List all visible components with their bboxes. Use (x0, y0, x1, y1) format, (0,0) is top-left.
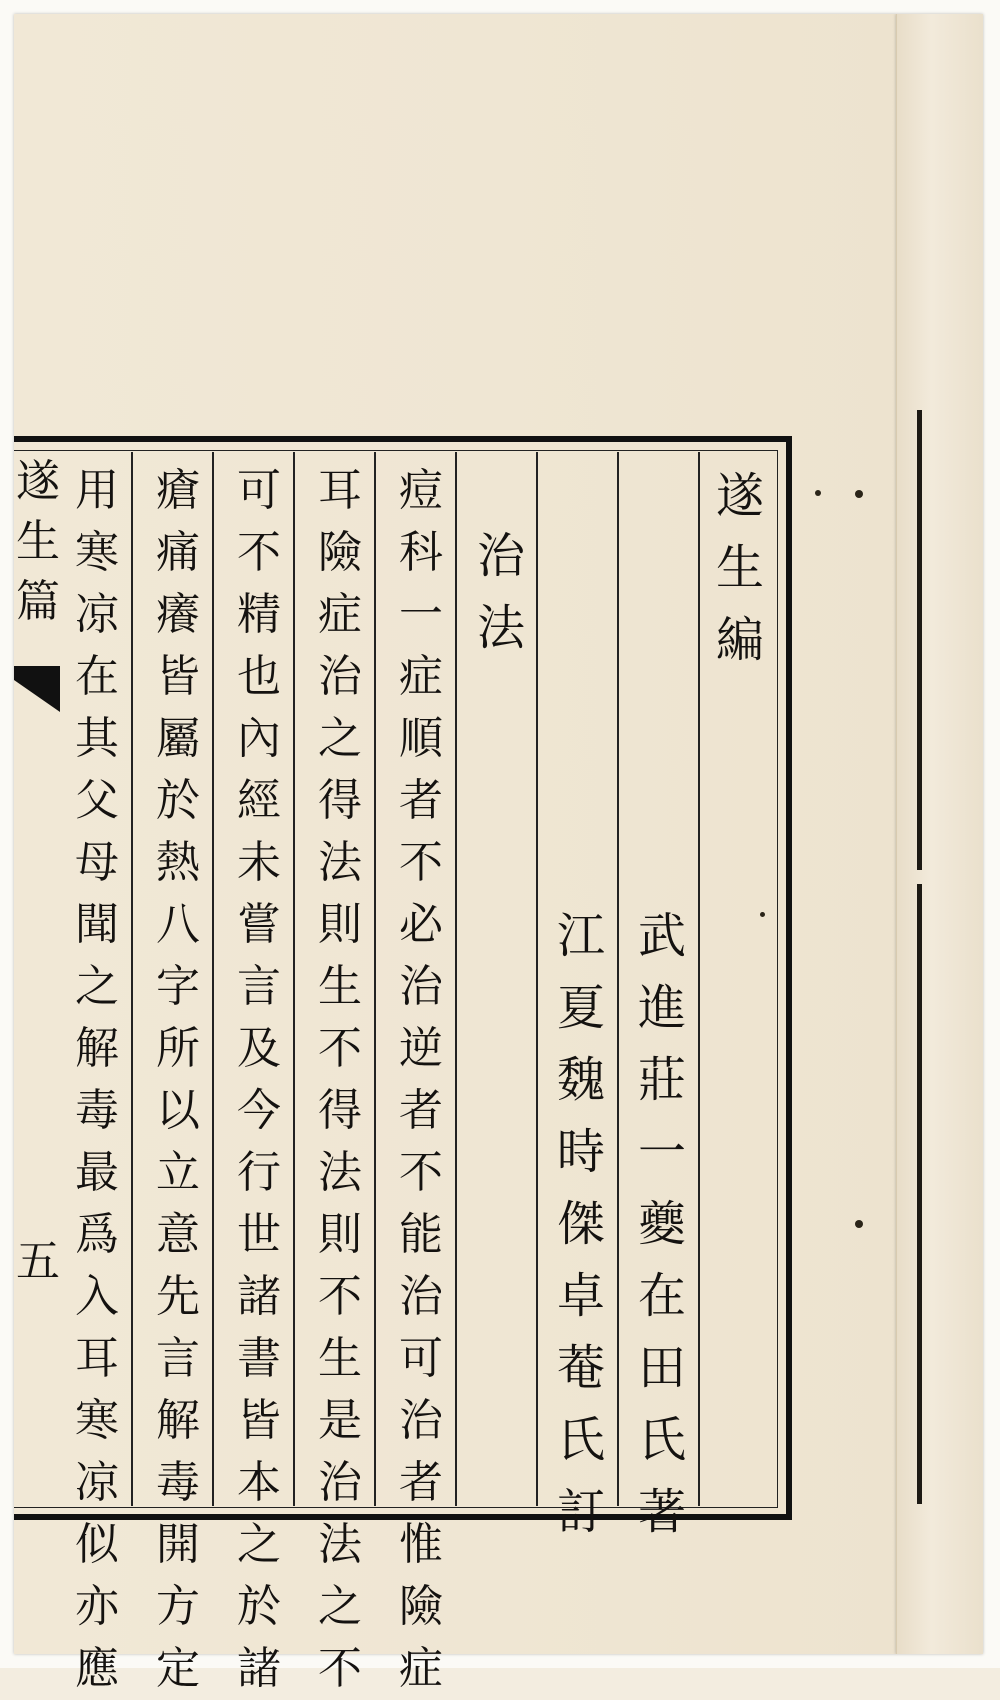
glyph: 科 (399, 527, 443, 578)
glyph: 言 (156, 1333, 200, 1384)
glyph: 卓 (556, 1268, 605, 1324)
glyph: 治 (399, 961, 443, 1012)
glyph: 也 (237, 651, 281, 702)
margin-book-title: 遂 生 篇 (16, 456, 60, 627)
glyph: 惟 (399, 1519, 443, 1570)
glyph: 險 (318, 527, 362, 578)
glyph: 寒 (75, 527, 119, 578)
glyph: 毒 (156, 1457, 200, 1508)
glyph: 治 (399, 1271, 443, 1322)
glyph: 之 (75, 961, 119, 1012)
glyph: 則 (318, 899, 362, 950)
glyph: 母 (75, 837, 119, 888)
glyph: 症 (318, 589, 362, 640)
glyph: 氏 (637, 1412, 686, 1468)
glyph: 書 (237, 1333, 281, 1384)
glyph: 者 (399, 1457, 443, 1508)
glyph: 癢 (156, 589, 200, 640)
glyph: 皆 (156, 651, 200, 702)
glyph: 得 (318, 1085, 362, 1136)
glyph: 熱 (156, 837, 200, 888)
glyph: 法 (318, 1147, 362, 1198)
glyph: 症 (399, 1643, 443, 1694)
glyph: 夏 (556, 980, 605, 1036)
glyph: 得 (318, 775, 362, 826)
glyph: 皆 (237, 1395, 281, 1446)
column-rule (374, 452, 376, 1506)
author-line (628, 900, 696, 1548)
glyph: 以 (156, 1085, 200, 1136)
glyph: 用 (75, 465, 119, 516)
glyph: 順 (399, 713, 443, 764)
glyph: 治 (318, 651, 362, 702)
body-column (306, 460, 374, 1700)
glyph: 今 (237, 1085, 281, 1136)
glyph: 法 (476, 600, 525, 656)
glyph: 可 (399, 1333, 443, 1384)
body-column (144, 460, 212, 1700)
glyph: 訂 (556, 1484, 605, 1540)
glyph: 在 (637, 1268, 686, 1324)
folio-number: 五 (16, 1236, 60, 1287)
glyph: 耳 (318, 465, 362, 516)
glyph: 者 (399, 775, 443, 826)
glyph: 定 (156, 1643, 200, 1694)
glyph: 必 (399, 899, 443, 950)
glyph: 經 (237, 775, 281, 826)
glyph: 痘 (399, 465, 443, 516)
glyph: 開 (156, 1519, 200, 1570)
glyph: 未 (237, 837, 281, 888)
glyph: 氏 (556, 1412, 605, 1468)
glyph: 不 (318, 1643, 362, 1694)
glyph: 解 (75, 1023, 119, 1074)
glyph: 及 (237, 1023, 281, 1074)
title-column (706, 460, 774, 676)
glyph: 一 (399, 589, 443, 640)
glyph: 其 (75, 713, 119, 764)
glyph: 爲 (75, 1209, 119, 1260)
glyph: 言 (237, 961, 281, 1012)
body-column (63, 460, 131, 1700)
glyph: 痛 (156, 527, 200, 578)
glyph: 凉 (75, 1457, 119, 1508)
glyph: 解 (156, 1395, 200, 1446)
glyph: 凉 (75, 589, 119, 640)
glyph: 莊 (637, 1052, 686, 1108)
column-rule (617, 452, 619, 1506)
glyph: 應 (75, 1643, 119, 1694)
glyph: 亦 (75, 1581, 119, 1632)
glyph: 不 (399, 1147, 443, 1198)
glyph: 諸 (237, 1643, 281, 1694)
glyph: 入 (75, 1271, 119, 1322)
binding-hole (855, 490, 863, 498)
glyph: 時 (556, 1124, 605, 1180)
glyph: 耳 (75, 1333, 119, 1384)
book-spine-fold (896, 14, 983, 1654)
glyph: 法 (318, 1519, 362, 1570)
glyph: 編 (715, 612, 764, 668)
glyph: 屬 (156, 713, 200, 764)
glyph: 治 (476, 528, 525, 584)
section-heading (467, 520, 535, 664)
glyph: 治 (318, 1457, 362, 1508)
glyph: 諸 (237, 1271, 281, 1322)
glyph: 遂 (715, 468, 764, 524)
glyph: 著 (637, 1484, 686, 1540)
glyph: 嘗 (237, 899, 281, 950)
glyph: 立 (156, 1147, 200, 1198)
glyph: 生 (318, 961, 362, 1012)
glyph: 者 (399, 1085, 443, 1136)
glyph: 之 (318, 713, 362, 764)
binding-hole (855, 1220, 863, 1228)
glyph: 聞 (75, 899, 119, 950)
glyph: 江 (556, 908, 605, 964)
glyph: 精 (237, 589, 281, 640)
glyph: 意 (156, 1209, 200, 1260)
spine-edge-mark (917, 884, 922, 1504)
glyph: 之 (318, 1581, 362, 1632)
glyph: 最 (75, 1147, 119, 1198)
column-rule (536, 452, 538, 1506)
glyph: 傑 (556, 1196, 605, 1252)
glyph: 不 (237, 527, 281, 578)
glyph: 世 (237, 1209, 281, 1260)
column-rule (212, 452, 214, 1506)
glyph: 險 (399, 1581, 443, 1632)
glyph: 可 (237, 465, 281, 516)
glyph: 父 (75, 775, 119, 826)
glyph: 似 (75, 1519, 119, 1570)
glyph: 逆 (399, 1023, 443, 1074)
glyph: 毒 (75, 1085, 119, 1136)
glyph: 進 (637, 980, 686, 1036)
spine-edge-mark (917, 410, 922, 870)
glyph: 八 (156, 899, 200, 950)
glyph: 法 (318, 837, 362, 888)
glyph: 本 (237, 1457, 281, 1508)
glyph: 症 (399, 651, 443, 702)
glyph: 在 (75, 651, 119, 702)
glyph: 於 (156, 775, 200, 826)
glyph: 夔 (637, 1196, 686, 1252)
column-rule (293, 452, 295, 1506)
glyph: 字 (156, 961, 200, 1012)
glyph: 內 (237, 713, 281, 764)
glyph: 不 (318, 1271, 362, 1322)
glyph: 生 (715, 540, 764, 596)
body-column (225, 460, 293, 1700)
glyph: 先 (156, 1271, 200, 1322)
glyph: 於 (237, 1581, 281, 1632)
glyph: 魏 (556, 1052, 605, 1108)
glyph: 生 (318, 1333, 362, 1384)
glyph: 能 (399, 1209, 443, 1260)
column-rule (131, 452, 133, 1506)
glyph: 菴 (556, 1340, 605, 1396)
binding-hole (815, 490, 821, 496)
editor-line (547, 900, 615, 1548)
column-rule (698, 452, 700, 1506)
glyph: 不 (399, 837, 443, 888)
column-rule (455, 452, 457, 1506)
glyph: 所 (156, 1023, 200, 1074)
glyph: 田 (637, 1340, 686, 1396)
glyph: 之 (237, 1519, 281, 1570)
glyph: 則 (318, 1209, 362, 1260)
glyph: 方 (156, 1581, 200, 1632)
body-column (387, 460, 455, 1700)
glyph: 一 (637, 1124, 686, 1180)
glyph: 治 (399, 1395, 443, 1446)
glyph: 瘡 (156, 465, 200, 516)
glyph: 是 (318, 1395, 362, 1446)
glyph: 寒 (75, 1395, 119, 1446)
glyph: 行 (237, 1147, 281, 1198)
glyph: 武 (637, 908, 686, 964)
glyph: 不 (318, 1023, 362, 1074)
fishtail-ornament (14, 666, 60, 716)
